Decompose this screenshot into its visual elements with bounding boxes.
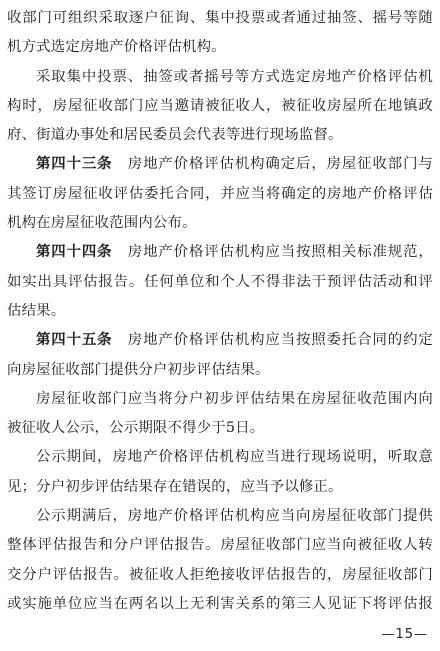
text-line <box>7 209 433 238</box>
article-heading: 第四十三条 <box>36 156 113 173</box>
line-text: 其签订房屋征收评估委托合同，并应当将确定的房地产价格评估 <box>7 185 433 202</box>
text-line <box>7 356 433 385</box>
line-text: 被征收人公示，公示期限不得少于5日。 <box>7 420 265 437</box>
text-line <box>7 33 433 62</box>
text-line <box>7 92 433 121</box>
line-text: 交分户评估报告。被征收人拒绝接收评估报告的，房屋征收部门 <box>7 566 433 583</box>
line-text: 如实出具评估报告。任何单位和个人不得非法干预评估活动和评 <box>7 273 433 290</box>
line-text: 房地产价格评估机构确定后，房屋征收部门与 <box>127 156 433 173</box>
text-line <box>7 180 433 209</box>
line-text: 机构在房屋征收范围内公布。 <box>7 215 197 232</box>
text-line <box>7 531 433 560</box>
article-heading: 第四十四条 <box>36 244 113 261</box>
line-text: 构时，房屋征收部门应当邀请被征收人，被征收房屋所在地镇政 <box>7 97 433 114</box>
document-body <box>7 4 433 619</box>
text-line <box>7 561 433 590</box>
line-text: 房地产价格评估机构应当按照委托合同的约定 <box>127 332 433 349</box>
text-line <box>7 238 433 267</box>
line-text: 估结果。 <box>7 302 66 319</box>
line-text: 见；分户初步评估结果存在错误的，应当予以修正。 <box>7 478 343 495</box>
text-line <box>7 268 433 297</box>
text-line <box>7 414 433 443</box>
line-text: 或实施单位应当在两名以上无利害关系的第三人见证下将评估报 <box>7 595 433 612</box>
line-text: 整体评估报告和分户评估报告。房屋征收部门应当向被征收人转 <box>7 537 433 554</box>
text-line <box>7 326 433 355</box>
text-line <box>7 385 433 414</box>
text-line <box>7 297 433 326</box>
text-line <box>7 4 433 33</box>
text-line <box>7 443 433 472</box>
text-line <box>7 121 433 150</box>
line-text: 房屋征收部门应当将分户初步评估结果在房屋征收范围内向 <box>36 390 433 407</box>
text-line <box>7 150 433 179</box>
line-text: 公示期满后，房地产价格评估机构应当向房屋征收部门提供 <box>36 508 433 525</box>
line-text: 采取集中投票、抽签或者摇号等方式选定房地产价格评估机 <box>36 68 433 85</box>
line-text: 府、街道办事处和居民委员会代表等进行现场监督。 <box>7 127 343 144</box>
text-line <box>7 502 433 531</box>
text-line <box>7 590 433 619</box>
text-line <box>7 63 433 92</box>
line-text: 公示期间，房地产价格评估机构应当进行现场说明，听取意 <box>36 449 433 466</box>
page-number: —15— <box>381 627 428 642</box>
line-text: 向房屋征收部门提供分户初步评估结果。 <box>7 361 270 378</box>
line-text: 收部门可组织采取逐户征询、集中投票或者通过抽签、摇号等随 <box>7 10 433 26</box>
line-text: 机方式选定房地产价格评估机构。 <box>7 39 226 56</box>
line-text: 房地产价格评估机构应当按照相关标准规范， <box>127 244 433 261</box>
article-heading: 第四十五条 <box>36 332 113 349</box>
text-line <box>7 473 433 502</box>
